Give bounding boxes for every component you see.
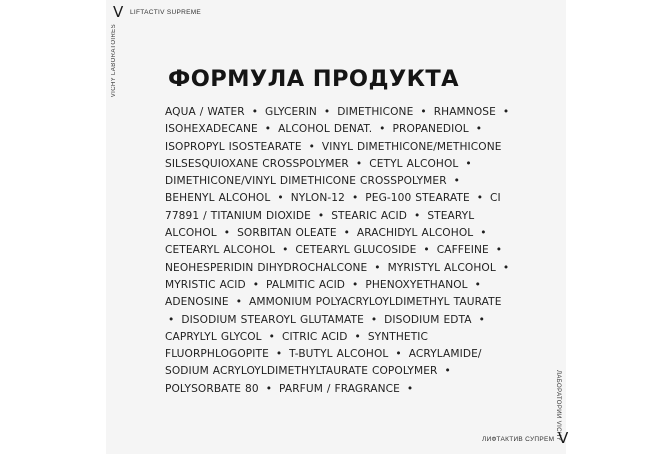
ingredient-item: RHAMNOSE <box>433 106 496 118</box>
bullet-separator: • <box>265 382 273 395</box>
ingredient-item: STEARYL ALCOHOL <box>165 209 475 240</box>
brand-label-left: VICHY LABORATOIRES <box>111 24 117 98</box>
ingredient-item: CI 77891 / TITANIUM DIOXIDE <box>165 192 501 222</box>
ingredient-item: ISOPROPYL ISOSTEARATE <box>165 140 302 153</box>
bullet-separator: • <box>264 123 272 136</box>
ingredient-item: CAFFEINE <box>436 244 489 257</box>
page-title: ФОРМУЛА ПРОДУКТА <box>168 66 459 92</box>
bullet-separator: • <box>308 140 315 153</box>
ingredient-item: CITRIC ACID <box>281 330 348 343</box>
ingredient-item: VINYL DIMETHICONE/METHICONE SILSESQUIOXANE CROSSPOLYMER <box>165 140 502 170</box>
bullet-separator: • <box>406 382 414 395</box>
ingredient-item: DIMETHICONE/VINYL DIMETHICONE CROSSPOLYMER <box>165 175 447 188</box>
ingredients-card <box>106 0 569 454</box>
ingredient-item: CETEARYL ALCOHOL <box>165 244 276 257</box>
bullet-separator: • <box>502 106 510 118</box>
bullet-separator: • <box>352 278 359 291</box>
ingredient-item: AQUA / WATER <box>165 106 245 118</box>
bullet-separator: • <box>168 313 175 326</box>
bullet-separator: • <box>474 278 481 291</box>
ingredient-item: ISOHEXADECANE <box>165 123 258 136</box>
bullet-separator: • <box>379 123 386 136</box>
ingredient-item: PROPANEDIOL <box>392 123 469 136</box>
ingredient-item: ADENOSINE <box>165 296 229 309</box>
bullet-separator: • <box>354 330 361 343</box>
ingredient-item: STEARIC ACID <box>331 209 408 222</box>
bullet-separator: • <box>413 209 421 222</box>
vichy-logo-bottom: V <box>558 429 569 447</box>
product-name-top: LIFTACTIV SUPREME <box>130 9 202 16</box>
ingredient-item: PARFUM / FRAGRANCE <box>279 382 400 395</box>
bullet-separator: • <box>277 192 284 205</box>
ingredient-item: CETYL ALCOHOL <box>369 157 459 170</box>
bullet-separator: • <box>502 261 510 274</box>
bullet-separator: • <box>355 157 363 170</box>
bullet-separator: • <box>480 227 487 240</box>
bullet-separator: • <box>343 227 350 240</box>
bullet-separator: • <box>444 365 451 378</box>
ingredient-item: POLYSORBATE 80 <box>165 382 259 395</box>
bullet-separator: • <box>395 348 402 361</box>
brand-label-right: ЛАБОРАТОРИИ VICHY <box>555 370 561 442</box>
ingredient-item: MYRISTYL ALCOHOL <box>387 261 496 274</box>
bullet-separator: • <box>475 123 483 136</box>
bullet-separator: • <box>235 296 243 309</box>
ingredient-item: AMMONIUM POLYACRYLOYLDIMETHYL TAURATE <box>249 296 502 309</box>
ingredients-list <box>165 104 513 398</box>
product-name-bottom: ЛИФТАКТИВ СУПРЕМ <box>482 436 555 443</box>
bullet-separator: • <box>423 244 430 257</box>
ingredient-item: NEOHESPERIDIN DIHYDROCHALCONE <box>165 261 368 274</box>
bullet-separator: • <box>476 192 484 205</box>
ingredient-item: GLYCERIN <box>265 106 317 118</box>
ingredient-item: MYRISTIC ACID <box>165 278 246 291</box>
ingredient-item: CAPRYLYL GLYCOL <box>165 330 262 343</box>
ingredient-item: PALMITIC ACID <box>266 278 346 291</box>
ingredient-item: T-BUTYL ALCOHOL <box>289 348 389 361</box>
bullet-separator: • <box>374 261 381 274</box>
bullet-separator: • <box>223 227 231 240</box>
bullet-separator: • <box>420 106 427 118</box>
ingredient-item: ARACHIDYL ALCOHOL <box>356 227 474 240</box>
ingredient-item: CETEARYL GLUCOSIDE <box>295 244 417 257</box>
vichy-logo-top: V <box>113 3 124 21</box>
ingredient-item: BEHENYL ALCOHOL <box>165 192 271 205</box>
bullet-separator: • <box>478 313 485 326</box>
ingredient-item: ACRYLAMIDE/ SODIUM ACRYLOYLDIMETHYLTAURATE COPOLYMER <box>165 348 482 378</box>
ingredient-item: PHENOXYETHANOL <box>365 278 468 291</box>
bullet-separator: • <box>495 244 503 257</box>
bullet-separator: • <box>317 209 325 222</box>
ingredient-item: NYLON-12 <box>290 192 345 205</box>
bullet-separator: • <box>323 106 331 118</box>
ingredient-item: SYNTHETIC FLUORPHLOGOPITE <box>165 330 428 361</box>
bullet-separator: • <box>465 157 472 170</box>
bullet-separator: • <box>251 106 259 118</box>
bullet-separator: • <box>252 278 260 291</box>
bullet-separator: • <box>351 192 359 205</box>
ingredient-item: DISODIUM STEAROYL GLUTAMATE <box>181 313 364 326</box>
ingredient-item: DISODIUM EDTA <box>384 313 472 326</box>
ingredient-item: SORBITAN OLEATE <box>237 227 337 240</box>
ingredient-item: ALCOHOL DENAT. <box>278 123 373 136</box>
ingredient-item: DIMETHICONE <box>337 106 414 118</box>
bullet-separator: • <box>275 348 283 361</box>
bullet-separator: • <box>268 330 275 343</box>
ingredient-item: PEG-100 STEARATE <box>365 192 470 205</box>
bullet-separator: • <box>282 244 289 257</box>
bullet-separator: • <box>453 175 460 188</box>
bullet-separator: • <box>370 313 378 326</box>
